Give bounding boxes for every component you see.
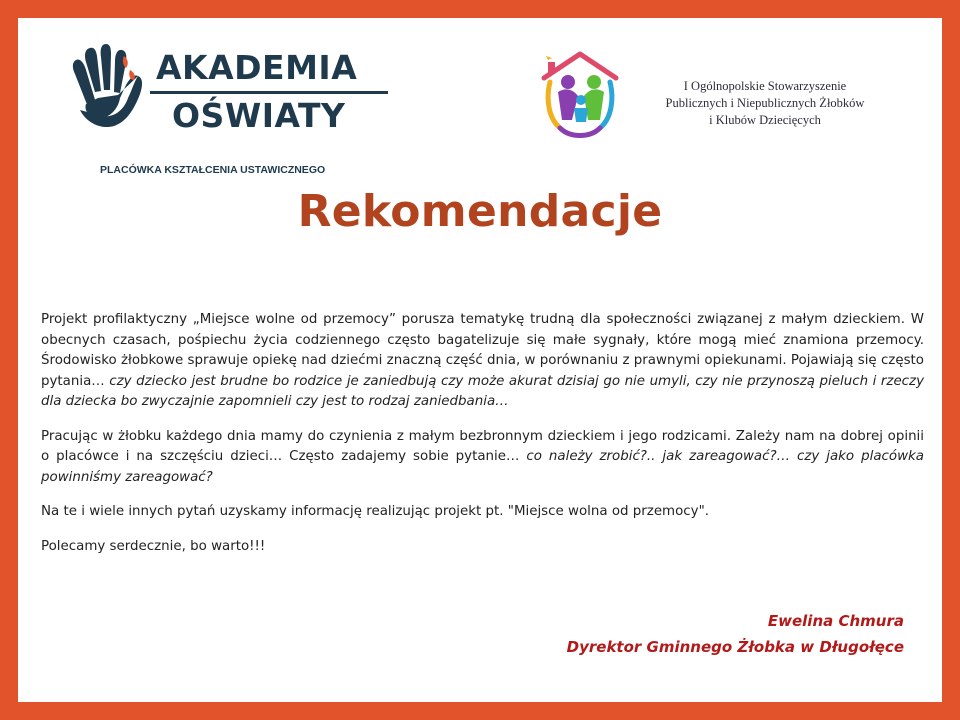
page-title: Rekomendacje: [297, 186, 663, 237]
akademia-oswiaty-logo: [68, 40, 388, 180]
recommendation-slide: [18, 18, 942, 702]
paragraph-4: Polecamy serdecznie, bo warto!!!: [41, 538, 266, 554]
paragraph-2-text: Pracując w żłobku każdego dnia mamy do czynienia z małym bezbronnym dzieckiem i jego rodzicami. Zależy nam na dobrej opinii o placówce i na szczęściu dzieci… Często zadajemy sobie pytanie…: [41, 428, 924, 464]
association-logo: [538, 48, 918, 148]
logo-line-1: AKADEMIA: [156, 48, 358, 87]
association-name-line: I Ogólnopolskie Stowarzyszenie: [683, 79, 847, 93]
house-with-family-icon: [538, 48, 622, 144]
association-name-line: i Klubów Dziecięcych: [709, 113, 821, 127]
paragraph-1: [41, 310, 924, 413]
logo-tagline: PLACÓWKA KSZTAŁCENIA USTAWICZNEGO: [100, 164, 326, 176]
signature: [567, 608, 904, 660]
association-name: [630, 78, 900, 129]
paragraph-3: Na te i wiele innych pytań uzyskamy informację realizując projekt pt. "Miejsce wolna od przemocy".: [41, 504, 709, 519]
hand-icon: [68, 40, 148, 130]
signature-name: Ewelina Chmura: [767, 612, 904, 630]
paragraph-1-italic: czy dziecko jest brudne bo rodzice je zaniedbują czy może akurat dzisiaj go nie umyli, czy nie przynoszą pieluch i rzeczy dla dziecka bo zwyczajnie zapomnieli czy jest to rodzaj zaniedbania…: [41, 373, 924, 409]
signature-role: Dyrektor Gminnego Żłobka w Długołęce: [566, 638, 904, 656]
paragraph-2: [41, 427, 924, 489]
logo-line-2: OŚWIATY: [172, 96, 346, 135]
paragraph-1-text: Projekt profilaktyczny „Miejsce wolne od przemocy” porusza tematykę trudną dla społeczności związanej z małym dzieckiem. W obecnych czasach, pośpiechu życia codziennego często bagatelizuje się małe sygnały, które mogą mieć znamiona przemocy. Środowisko żłobkowe sprawuje opiekę nad dziećmi znaczną część dnia, w porównaniu z prawnymi opiekunami. Pojawiają się często pytania…: [41, 312, 924, 389]
recommendation-body: [41, 310, 924, 571]
logo-divider: [150, 91, 388, 94]
paragraph-2-italic: co należy zrobić?.. jak zareagować?… czy jako placówka powinniśmy zareagować?: [41, 449, 925, 485]
association-name-line: Publicznych i Niepublicznych Żłobków: [665, 96, 865, 110]
